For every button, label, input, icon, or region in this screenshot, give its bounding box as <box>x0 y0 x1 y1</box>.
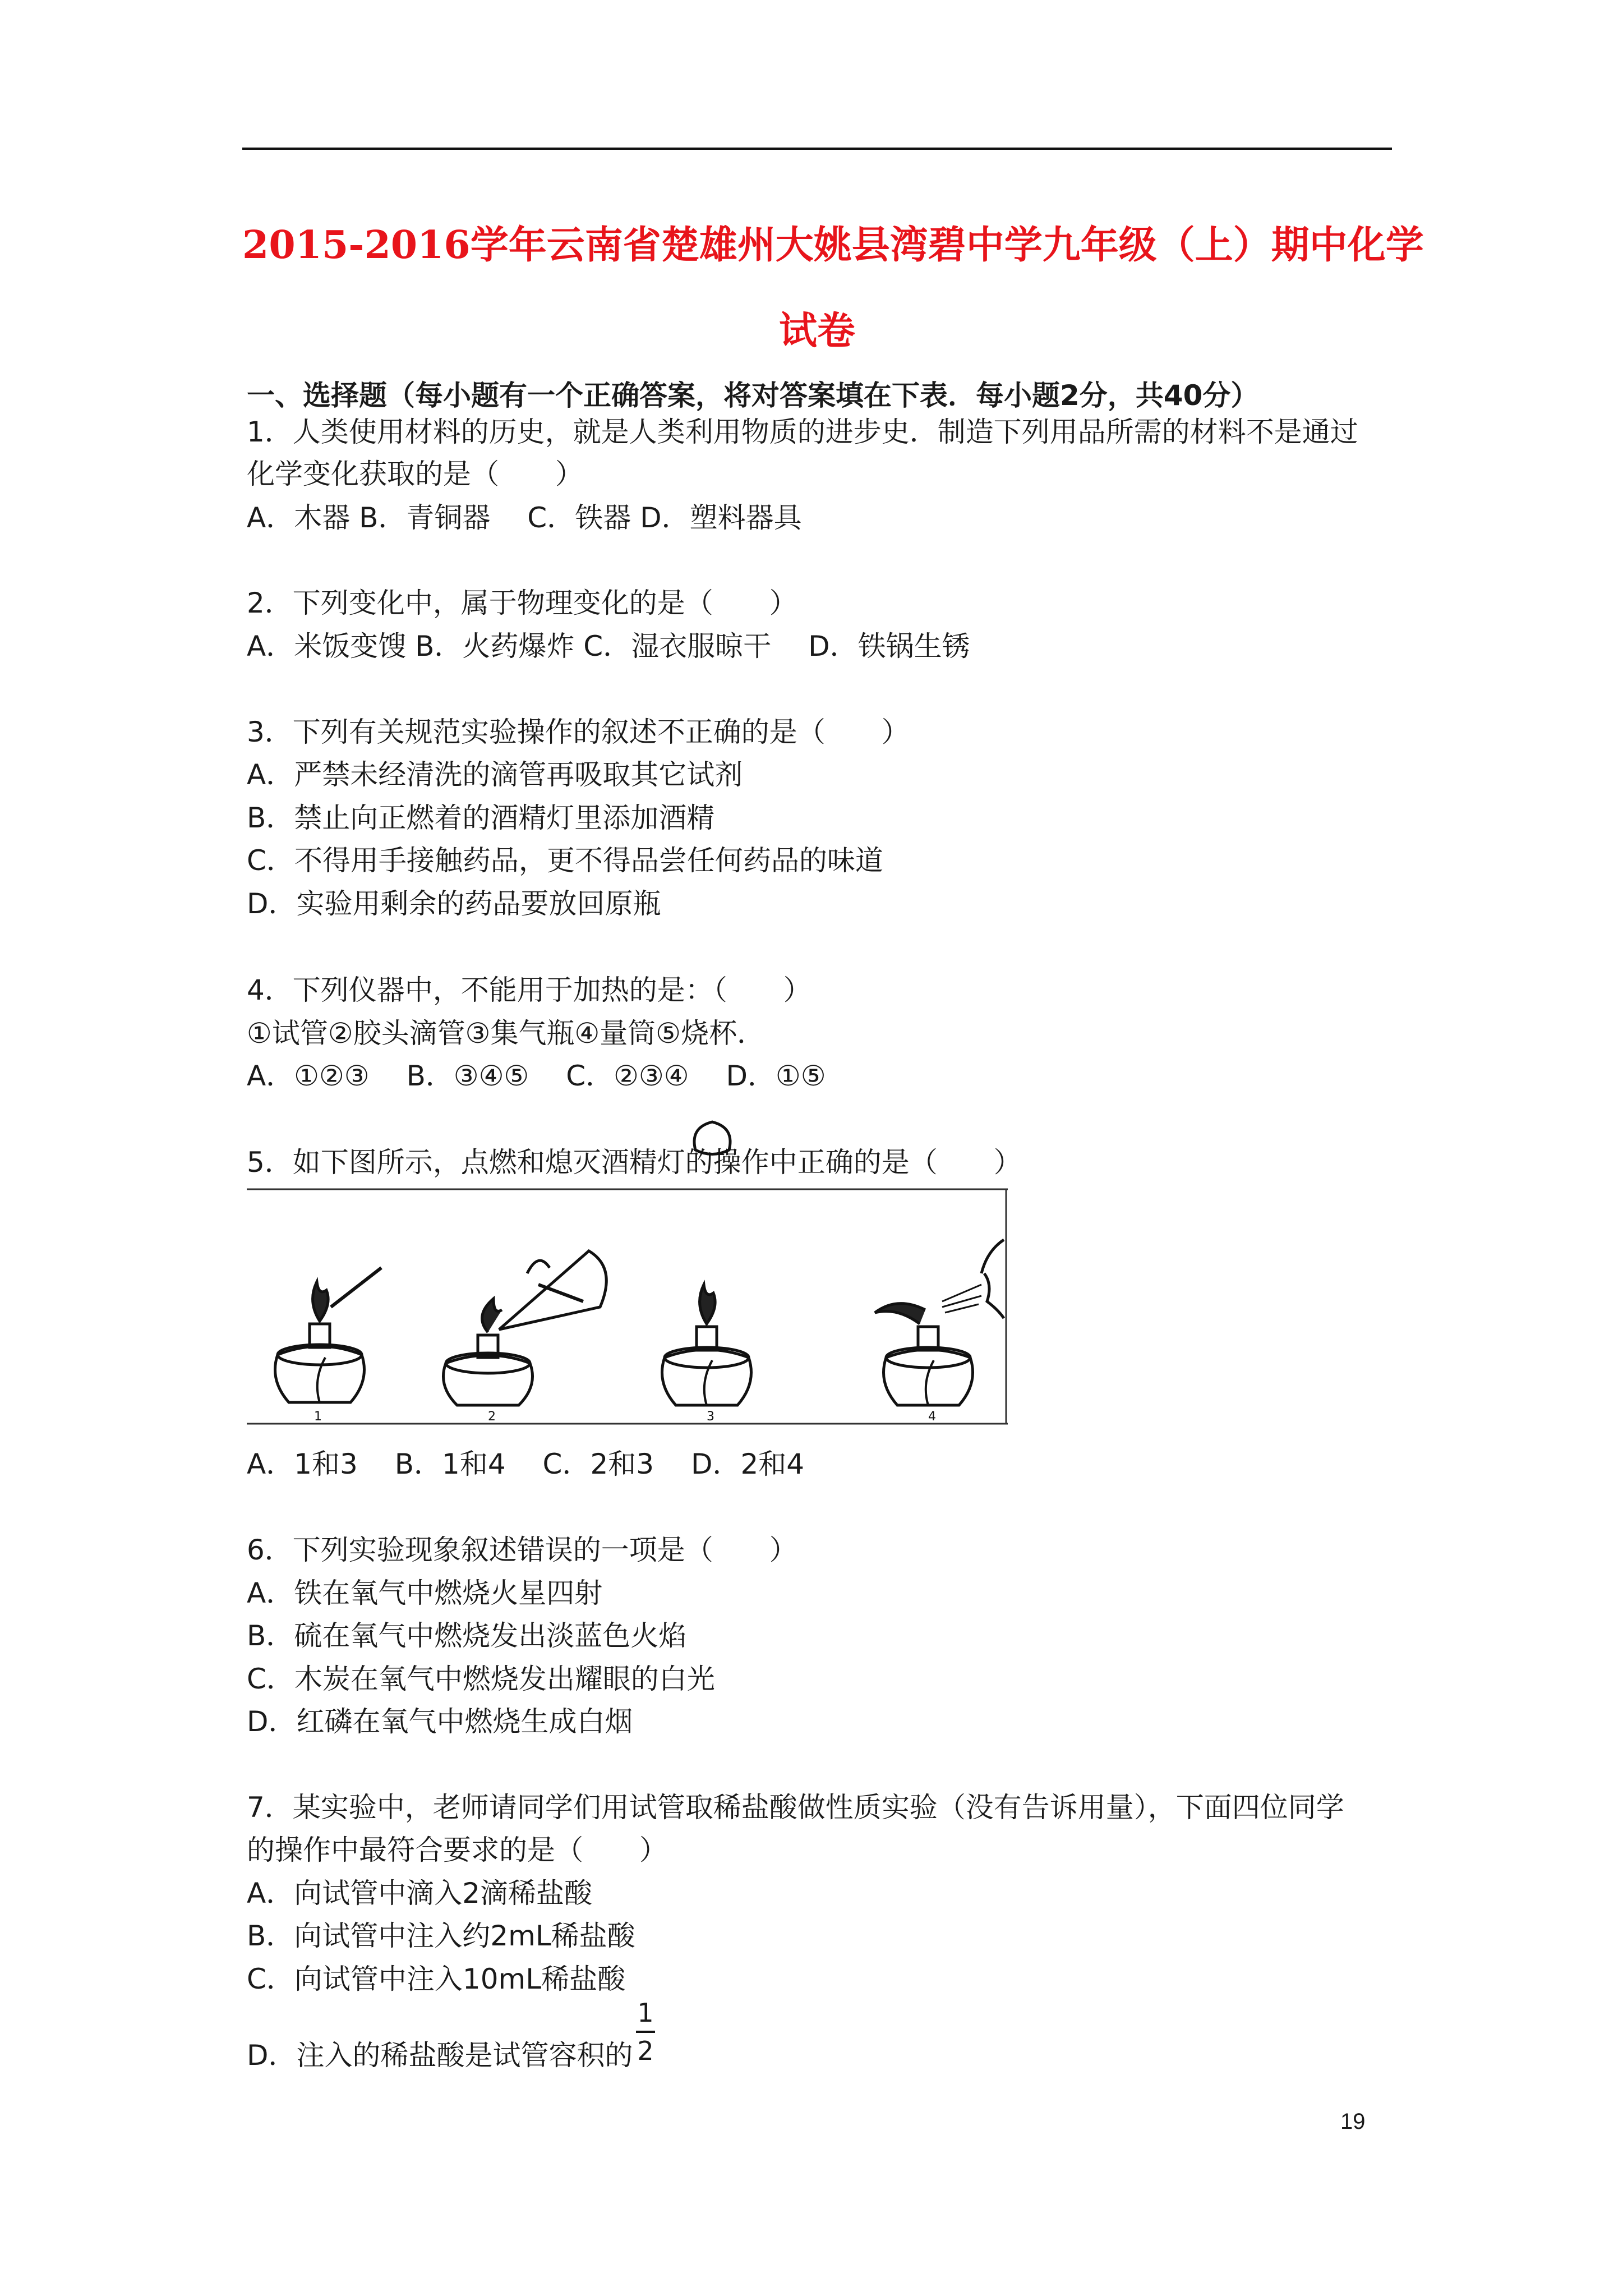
q7-option-c: C．向试管中注入10mL稀盐酸 <box>247 1963 626 1995</box>
q1-stem-line1: 1．人类使用材料的历史，就是人类利用物质的进步史．制造下列用品所需的材料不是通过 <box>247 416 1358 448</box>
q5-stem: 5．如下图所示，点燃和熄灭酒精灯的操作中正确的是（ ） <box>247 1146 1022 1179</box>
q5-options: A．1和3 B．1和4 C．2和3 D．2和4 <box>247 1448 805 1480</box>
q7-option-a: A．向试管中滴入2滴稀盐酸 <box>247 1877 593 1910</box>
q4-options: A．①②③ B．③④⑤ C．②③④ D．①⑤ <box>247 1060 826 1092</box>
lamp-3 <box>662 1285 751 1405</box>
fraction-one-half <box>633 1997 658 2070</box>
header-rule <box>242 148 1392 150</box>
figure-label-1: 1 <box>314 1410 322 1424</box>
q3-option-b: B．禁止向正燃着的酒精灯里添加酒精 <box>247 802 715 834</box>
q1-options: A．木器 B．青铜器 C．铁器 D．塑料器具 <box>247 501 802 534</box>
q1-stem-line2: 化学变化获取的是（ ） <box>247 458 583 490</box>
figure-label-2: 2 <box>488 1410 496 1424</box>
fraction-numerator: 1 <box>637 1998 654 2028</box>
q6-option-d: D．红磷在氧气中燃烧生成白烟 <box>247 1705 633 1738</box>
lamp-4 <box>875 1240 1004 1405</box>
q3-option-d: D．实验用剩余的药品要放回原瓶 <box>247 887 661 920</box>
q7-stem-line2: 的操作中最符合要求的是（ ） <box>247 1834 667 1866</box>
q2-stem: 2．下列变化中，属于物理变化的是（ ） <box>247 587 797 619</box>
lamp-2 <box>444 1251 607 1405</box>
page-number: 19 <box>1340 2109 1366 2134</box>
q2-options: A．米饭变馊 B．火药爆炸 C．湿衣服晾干 D．铁锅生锈 <box>247 630 970 662</box>
q4-stem: 4．下列仪器中，不能用于加热的是：（ ） <box>247 974 811 1006</box>
exam-title-line2: 试卷 <box>778 309 855 353</box>
q3-stem: 3．下列有关规范实验操作的叙述不正确的是（ ） <box>247 716 910 748</box>
alcohol-lamp-figure <box>247 1189 1008 1425</box>
q4-items: ①试管②胶头滴管③集气瓶④量筒⑤烧杯． <box>247 1017 766 1050</box>
q6-option-c: C．木炭在氧气中燃烧发出耀眼的白光 <box>247 1663 715 1695</box>
lamp-1 <box>275 1268 382 1402</box>
exam-title-line1: 2015-2016学年云南省楚雄州大姚县湾碧中学九年级（上）期中化学 <box>242 223 1424 268</box>
q7-option-b: B．向试管中注入约2mL稀盐酸 <box>247 1920 635 1952</box>
figure-label-4: 4 <box>928 1410 936 1424</box>
figure-label-3: 3 <box>707 1410 714 1424</box>
q6-stem: 6．下列实验现象叙述错误的一项是（ ） <box>247 1534 797 1566</box>
q6-option-a: A．铁在氧气中燃烧火星四射 <box>247 1577 603 1609</box>
q6-option-b: B．硫在氧气中燃烧发出淡蓝色火焰 <box>247 1619 687 1652</box>
section-heading: 一、选择题（每小题有一个正确答案，将对答案填在下表．每小题2分，共40分） <box>247 379 1259 412</box>
fraction-bar <box>636 2031 655 2033</box>
q3-option-a: A．严禁未经清洗的滴管再吸取其它试剂 <box>247 758 743 791</box>
fraction-denominator: 2 <box>637 2036 654 2066</box>
q3-option-c: C．不得用手接触药品，更不得品尝任何药品的味道 <box>247 844 883 877</box>
q7-option-d: D．注入的稀盐酸是试管容积的 <box>247 2039 633 2072</box>
q7-stem-line1: 7．某实验中，老师请同学们用试管取稀盐酸做性质实验（没有告诉用量），下面四位同学 <box>247 1791 1344 1824</box>
